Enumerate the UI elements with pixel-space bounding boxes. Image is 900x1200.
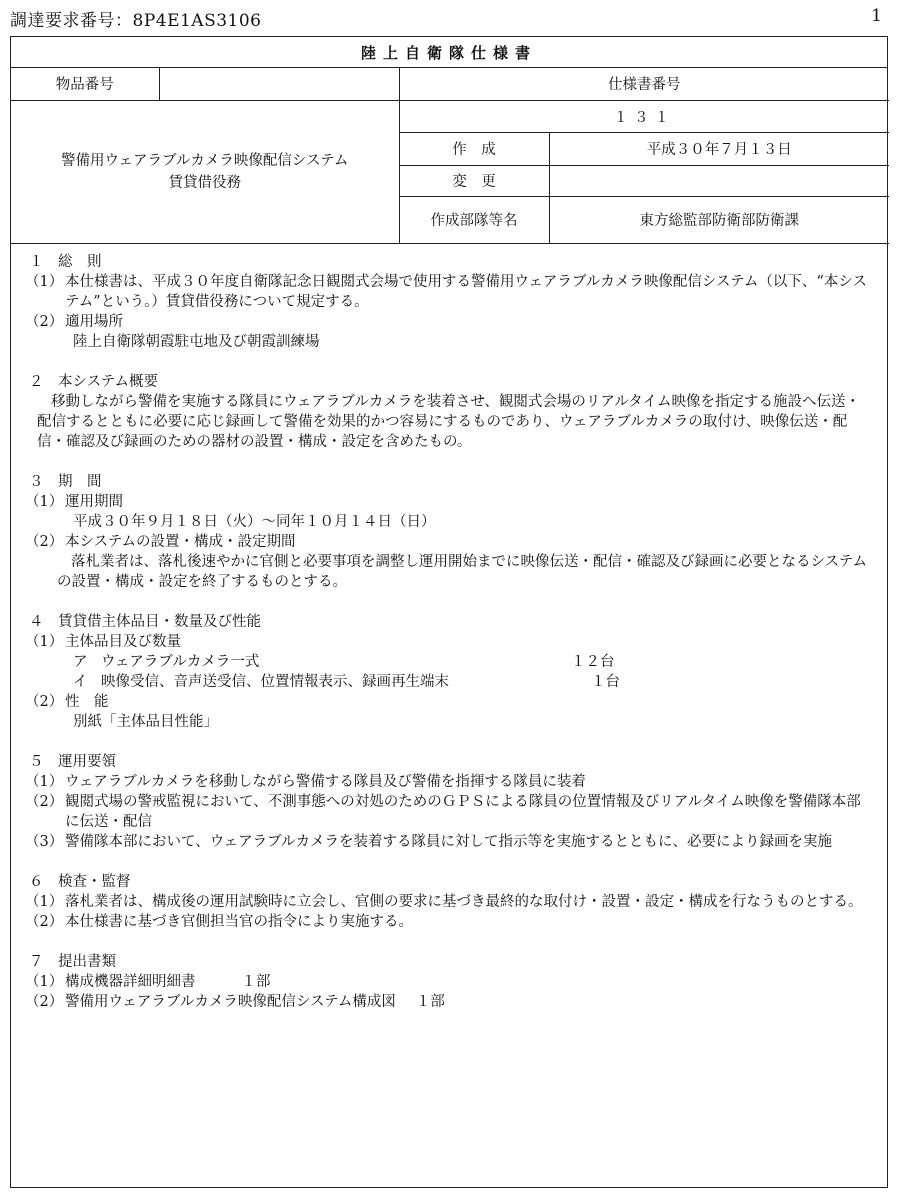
section-general xyxy=(25,252,873,352)
procurement-number: 調達要求番号：8P4E1AS3106 xyxy=(10,11,262,31)
item-row-camera: ア ウェアラブルカメラ一式 １２台 xyxy=(73,653,615,670)
list-item-detail: 陸上自衛隊朝霞駐屯地及び朝霞訓練場 xyxy=(73,333,320,350)
list-item: （2） 性 能 xyxy=(25,693,109,710)
unit-label: 作成部隊等名 xyxy=(399,196,549,243)
item-row-terminal: イ 映像受信、音声送受信、位置情報表示、録画再生端末 １台 xyxy=(73,673,620,690)
section-inspection xyxy=(25,872,873,932)
created-label: 作 成 xyxy=(399,132,549,165)
changed-label: 変 更 xyxy=(399,165,549,196)
list-item: （2） 適用場所 xyxy=(25,313,123,330)
list-item: （1） ウェアラブルカメラを移動しながら警備する隊員及び警備を指揮する隊員に装着 xyxy=(25,773,586,790)
list-item: （2） 本仕様書に基づき官側担当官の指令により実施する。 xyxy=(25,913,413,930)
list-item: （2） 警備用ウェアラブルカメラ映像配信システム構成図 １部 xyxy=(25,993,445,1010)
list-item-detail: 別紙「主体品目性能」 xyxy=(73,713,218,730)
section-period xyxy=(25,472,873,592)
list-item: （1） 主体品目及び数量 xyxy=(25,633,181,650)
item-number-value xyxy=(159,68,399,100)
section-title: ６ 検査・監督 xyxy=(29,873,131,890)
section-title: ７ 提出書類 xyxy=(29,953,116,970)
section-title: ５ 運用要領 xyxy=(29,753,116,770)
section-documents xyxy=(25,952,873,1012)
spec-body xyxy=(11,244,887,1012)
list-item-detail: 落札業者は、落札後速やかに官側と必要事項を調整し運用開始までに映像伝送・配信・確認及び録画に必要となるシステムの設置・構成・設定を終了するものとする。 xyxy=(57,553,868,590)
list-item: （1） 構成機器詳細明細書 １部 xyxy=(25,973,271,990)
spec-title: 陸上自衛隊仕様書 xyxy=(11,37,887,68)
list-item-detail: 平成３０年９月１８日（火）～同年１０月１４日（日） xyxy=(73,513,436,530)
list-item: （1） 運用期間 xyxy=(25,493,123,510)
section-operation xyxy=(25,752,873,852)
list-item: （1） 落札業者は、構成後の運用試験時に立会し、官側の要求に基づき最終的な取付け・設置・設定・構成を行なうものとする。 xyxy=(25,893,863,910)
unit-name: 東方総監部防衛部防衛課 xyxy=(549,196,889,243)
created-date: 平成３０年７月１３日 xyxy=(549,132,889,165)
item-name-line1: 警備用ウェアラブルカメラ映像配信システム xyxy=(61,152,349,169)
list-item: （2） 観閲式場の警戒監視において、不測事態への対処のためのＧＰＳによる隊員の位置情報及びリアルタイム映像を警備隊本部に伝送・配信 xyxy=(25,793,861,830)
spec-frame xyxy=(10,36,888,1188)
item-name-cell xyxy=(11,100,399,243)
section-title: ４ 賃貸借主体品目・数量及び性能 xyxy=(29,613,261,630)
section-paragraph: 移動しながら警備を実施する隊員にウェアラブルカメラを装着させ、観閲式会場のリアルタイム映像を指定する施設へ伝送・配信するとともに必要に応じ録画して警備を効果的かつ容易にするものであり、ウェアラブルカメラの取付け、映像伝送・配信・確認及び録画のための器材の設置・構成・設定を含めたもの。 xyxy=(37,393,860,450)
spec-header-table xyxy=(11,68,889,244)
list-item: （1） 本仕様書は、平成３０年度自衛隊記念日観閲式会場で使用する警備用ウェアラブルカメラ映像配信システム（以下、“本システム”という。）賃貸借役務について規定する。 xyxy=(25,273,867,310)
section-title: １ 総 則 xyxy=(29,253,102,270)
spec-number-value: １３１ xyxy=(399,100,889,132)
item-number-label: 物品番号 xyxy=(11,68,159,100)
section-title: ２ 本システム概要 xyxy=(29,373,159,390)
item-name-line2: 賃貸借役務 xyxy=(168,174,241,191)
section-items xyxy=(25,612,873,732)
page-number: 1 xyxy=(871,6,882,26)
spec-number-label: 仕様書番号 xyxy=(399,68,889,100)
changed-date xyxy=(549,165,889,196)
section-title: ３ 期 間 xyxy=(29,473,102,490)
document-header xyxy=(10,6,886,31)
list-item: （3） 警備隊本部において、ウェアラブルカメラを装着する隊員に対して指示等を実施するとともに、必要により録画を実施 xyxy=(25,833,833,850)
section-system-overview xyxy=(25,372,873,452)
list-item: （2） 本システムの設置・構成・設定期間 xyxy=(25,533,296,550)
